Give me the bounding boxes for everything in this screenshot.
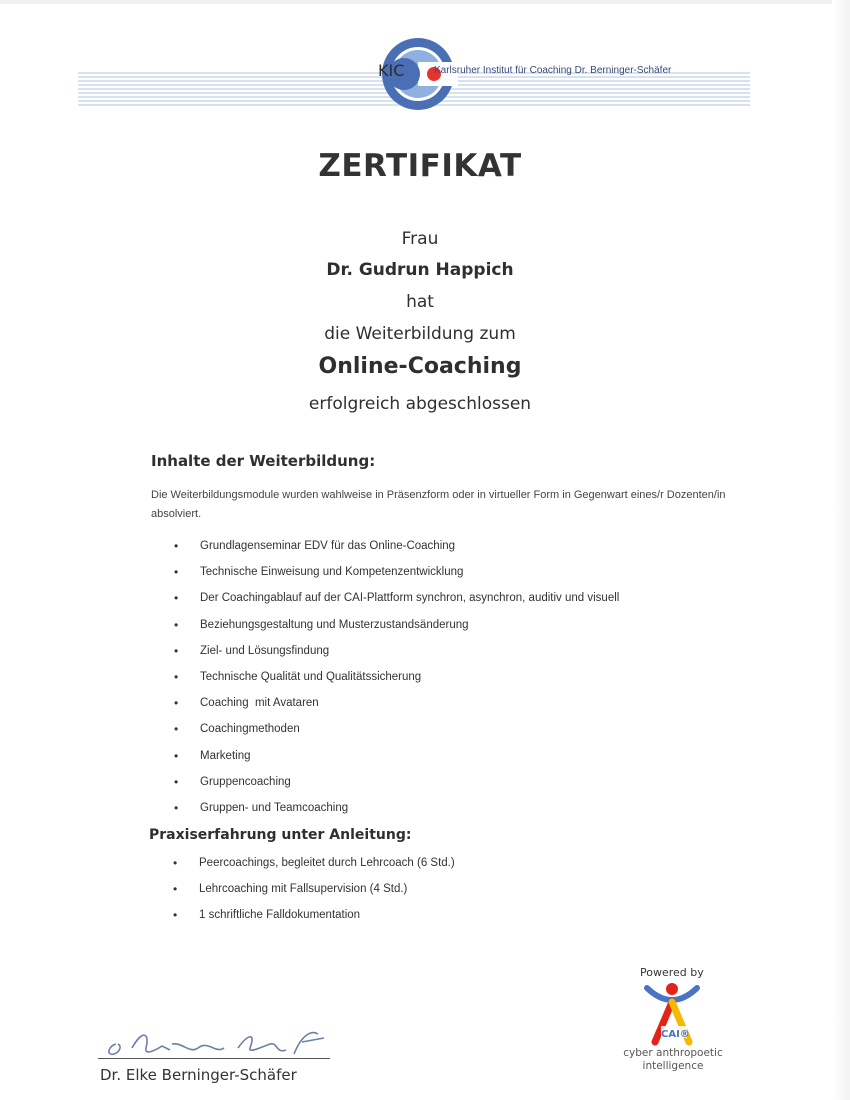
- list-item: • Technische Einweisung und Kompetenzentwicklung: [174, 566, 619, 592]
- course-name: Online-Coaching: [318, 354, 522, 379]
- list-item: • Lehrcoaching mit Fallsupervision (4 Std.): [173, 883, 455, 909]
- text-hat: hat: [406, 292, 434, 312]
- powered-by-label: Powered by: [640, 966, 704, 979]
- list-item: • 1 schriftliche Falldokumentation: [173, 909, 455, 935]
- list-item: • Grundlagenseminar EDV für das Online-Coaching: [174, 540, 619, 566]
- contents-heading: Inhalte der Weiterbildung:: [151, 452, 376, 470]
- cai-name-line: intelligence: [642, 1060, 704, 1072]
- recipient-name: Dr. Gudrun Happich: [326, 260, 514, 280]
- list-item: • Beziehungsgestaltung und Musterzustandsänderung: [174, 619, 619, 645]
- salutation: Frau: [401, 229, 439, 249]
- institute-name: Karlsruher Institut für Coaching Dr. Berninger-Schäfer: [434, 65, 672, 76]
- kic-logo-letters: KIC: [378, 61, 405, 80]
- list-item: • Gruppencoaching: [174, 776, 619, 802]
- list-item: • Der Coachingablauf auf der CAI-Plattform synchron, asynchron, auditiv und visuell: [174, 592, 619, 618]
- practice-list: [173, 857, 455, 936]
- text-completed: erfolgreich abgeschlossen: [308, 394, 532, 414]
- certificate-title: ZERTIFIKAT: [318, 148, 522, 184]
- list-item: • Ziel- und Lösungsfindung: [174, 645, 619, 671]
- contents-description: Die Weiterbildungsmodule wurden wahlweise in Präsenzform oder in virtueller Form in Gegenwart eines/r Dozenten/in absolviert.: [151, 489, 726, 520]
- scan-border-top: [0, 0, 850, 4]
- text-training: die Weiterbildung zum: [324, 324, 516, 344]
- cai-name-line: cyber anthropoetic: [623, 1047, 723, 1059]
- list-item: • Technische Qualität und Qualitätssicherung: [174, 671, 619, 697]
- list-item: • Peercoachings, begleitet durch Lehrcoach (6 Std.): [173, 857, 455, 883]
- signer-name: Dr. Elke Berninger-Schäfer: [100, 1066, 297, 1084]
- list-item: • Marketing: [174, 750, 619, 776]
- list-item: • Coaching mit Avataren: [174, 697, 619, 723]
- cai-logo-text: CAI®: [661, 1029, 690, 1040]
- list-item: • Gruppen- und Teamcoaching: [174, 802, 619, 828]
- list-item: • Coachingmethoden: [174, 723, 619, 749]
- signature-line: [98, 1058, 330, 1059]
- practice-heading: Praxiserfahrung unter Anleitung:: [149, 827, 412, 843]
- cai-full-name: [617, 1047, 729, 1073]
- contents-list: [174, 540, 619, 828]
